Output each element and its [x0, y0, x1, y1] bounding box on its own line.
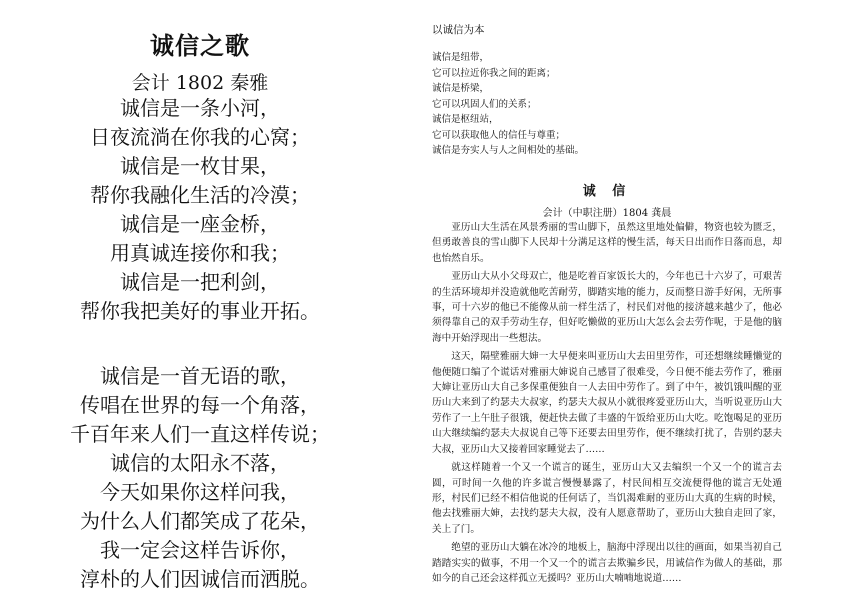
stanza-gap	[0, 326, 400, 362]
poem-line: 为什么人们都笑成了花朵，	[80, 509, 320, 533]
poem-author: 会计 1802 秦雅	[131, 72, 269, 94]
poem-line: 诚信是一枚甘果，	[120, 154, 280, 178]
essay-author: 会计（中职注册）1804 龚晨	[542, 208, 672, 219]
essay-body	[432, 220, 782, 589]
motto-body	[432, 50, 584, 159]
essay-paragraph: 这天，隔壁雅丽大婶一大早便来叫亚历山大去田里劳作，可还想继续睡懒觉的他便随口编了个谎话对雅丽大婶说自己感冒了很难受，今日便不能去劳作了，雅丽大婶让亚历山大自己多保重便独自一人去田中劳作了。到了中午，被饥饿叫醒的亚历山大来到了约瑟夫大叔家，约瑟夫大叔从小就很疼爱亚历山大，当听说亚历山大劳作了一上午肚子很饿，便赶快去做了丰盛的午饭给亚历山大吃。吃饱喝足的亚历山大继续编约瑟夫大叔说自己等下还要去田里劳作，便不继续打扰了，告别约瑟夫大叔，亚历山大又接着回家睡觉去了……	[432, 351, 782, 455]
poem-line: 今天如果你这样问我，	[100, 480, 300, 504]
motto-line: 诚信是夯实人与人之间相处的基础。	[432, 145, 585, 156]
poem-line: 淳朴的人们因诚信而洒脱。	[80, 567, 320, 591]
motto-line: 诚信是枢纽站，	[432, 114, 499, 125]
poem-line: 诚信是一座金桥，	[120, 212, 280, 236]
poem-line: 诚信是一首无语的歌，	[100, 364, 300, 388]
poem-line: 帮你我融化生活的冷漠；	[90, 183, 310, 207]
essay-paragraph: 就这样随着一个又一个谎言的诞生，亚历山大又去编织一个又一个的谎言去圆，可时间一久他的许多谎言慢慢暴露了，村民间相互交流便得他的谎言无处遁形，村民们已经不相信他说的任何话了，当饥渴难耐的亚历山大真的生病的时候，他去找雅丽大婶，去找约瑟夫大叔，没有人愿意帮助了，亚历山大独自走回了家，关上了门。	[432, 462, 782, 535]
poem-line: 传唱在世界的每一个角落，	[80, 393, 320, 417]
poem-body	[0, 94, 400, 594]
essay-paragraph: 亚历山大生活在风景秀丽的雪山脚下，虽然这里地处偏僻，物资也较为匮乏，但勇敢善良的雪山脚下人民却十分满足这样的慢生活，每天日出而作日落而息，却也怡然自乐。	[432, 222, 782, 264]
motto-line: 诚信是纽带，	[432, 52, 490, 63]
poem-line: 帮你我把美好的事业开拓。	[80, 299, 320, 323]
motto-line: 它可以获取他人的信任与尊重；	[432, 129, 566, 141]
essay-paragraph: 亚历山大从小父母双亡，他是吃着百家饭长大的，今年也已十六岁了，可艰苦的生活环境却并没造就他吃苦耐劳，脚踏实地的能力，反而整日游手好闲，无所事事，可十六岁的他已不能像从前一样生活了，村民们对他的接济越来越少了，他必须得靠自己的双手劳动生存，但好吃懒做的亚历山大怎么会去劳作呢，于是他的脑海中开始浮现出一些想法。	[432, 271, 782, 344]
motto-line: 它可以巩固人们的关系；	[432, 98, 537, 110]
essay-paragraph: 绝望的亚历山大躺在冰冷的地板上，脑海中浮现出以往的画面，如果当初自己踏踏实实的做事，不用一个又一个的谎言去欺骗乡民，用诚信作为做人的基础，那如今的自己还会这样孤立无援吗？亚历山大喃喃地说道……	[432, 542, 782, 584]
poem-line: 诚信是一条小河，	[120, 96, 280, 120]
motto-line: 诚信是桥梁，	[432, 83, 490, 94]
poem-line: 诚信是一把利剑，	[120, 270, 280, 294]
poem-title: 诚信之歌	[150, 32, 250, 60]
motto-title: 以诚信为本	[432, 24, 485, 36]
prose-column	[432, 0, 782, 584]
motto-line: 它可以拉近你我之间的距离；	[432, 67, 556, 79]
poem-line: 诚信的太阳永不落，	[110, 451, 290, 475]
poem-line: 日夜流淌在你我的心窝；	[90, 125, 310, 149]
poem-column	[0, 0, 400, 591]
poem-line: 千百年来人们一直这样传说；	[70, 422, 330, 446]
poem-line: 我一定会这样告诉你，	[100, 538, 300, 562]
essay-title: 诚 信	[582, 184, 632, 199]
poem-line: 用真诚连接你和我；	[110, 241, 290, 265]
